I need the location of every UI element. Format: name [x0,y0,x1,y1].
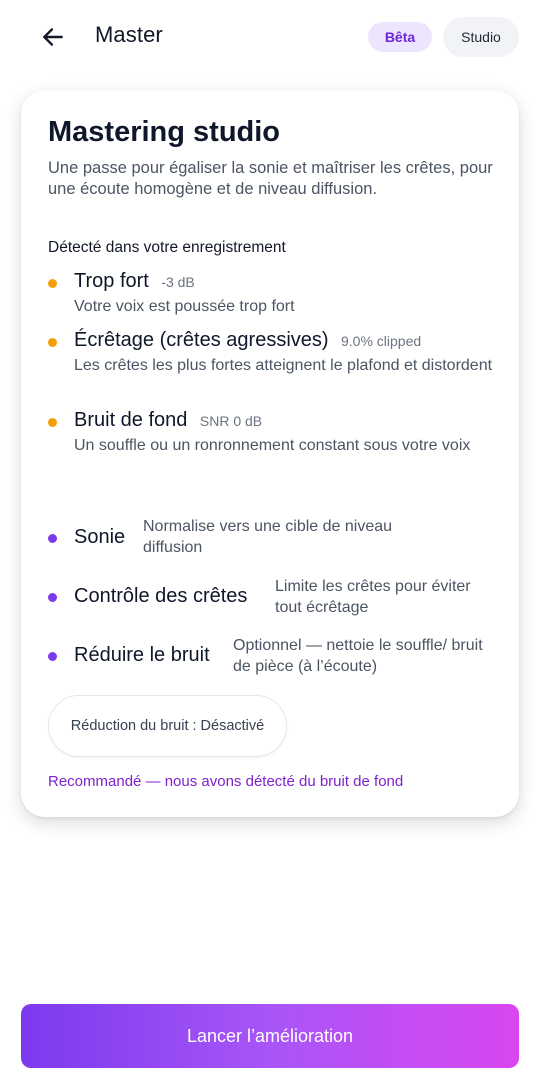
detected-heading: Détecté dans votre enregistrement [48,239,286,256]
step-description: Optionnel — nettoie le souffle/ bruit de pièce (à l’écoute) [233,637,483,675]
step-description: Normalise vers une cible de niveau diffusion [143,518,393,556]
issue-description: Un souffle ou un ronronnement constant sous votre voix [74,437,471,454]
step-label: Sonie [74,526,126,548]
card-subtitle: Une passe pour égaliser la sonie et maîtriser les crêtes, pour une écoute homogène et de niveau diffusion. [48,159,493,198]
back-button[interactable] [38,22,68,52]
step-label: Contrôle des crêtes [74,585,248,607]
start-enhancement-button[interactable]: Lancer l’amélioration [21,1004,519,1068]
page-title: Master [95,22,163,47]
beta-badge: Bêta [368,22,432,52]
step-dot-icon [48,534,57,543]
issue-title: Écrêtage (crêtes agressives) [74,329,329,351]
mastering-card [21,90,519,817]
issue-metric: SNR 0 dB [199,413,263,429]
top-bar [0,0,540,74]
step-peak-control [48,576,498,620]
noise-reduction-toggle[interactable]: Réduction du bruit : Désactivé [48,695,287,757]
recommendation-text: Recommandé — nous avons détecté du bruit de fond [48,773,404,790]
issue-metric: 9.0% clipped [341,333,422,349]
step-loudness [48,516,498,560]
warning-dot-icon [48,338,57,347]
issue-description: Les crêtes les plus fortes atteignent le plafond et distordent [74,357,493,374]
warning-dot-icon [48,418,57,427]
arrow-left-icon [40,24,66,50]
step-label: Réduire le bruit [74,644,210,666]
issue-title: Trop fort [74,270,149,292]
card-title: Mastering studio [48,116,281,148]
step-dot-icon [48,652,57,661]
issue-description: Votre voix est poussée trop fort [74,298,295,315]
warning-dot-icon [48,279,57,288]
studio-button[interactable]: Studio [443,17,519,57]
step-noise-reduction [48,635,498,679]
step-dot-icon [48,593,57,602]
issue-metric: -3 dB [161,274,195,290]
issue-title: Bruit de fond [74,409,188,431]
step-description: Limite les crêtes pour éviter tout écrêtage [275,578,471,616]
